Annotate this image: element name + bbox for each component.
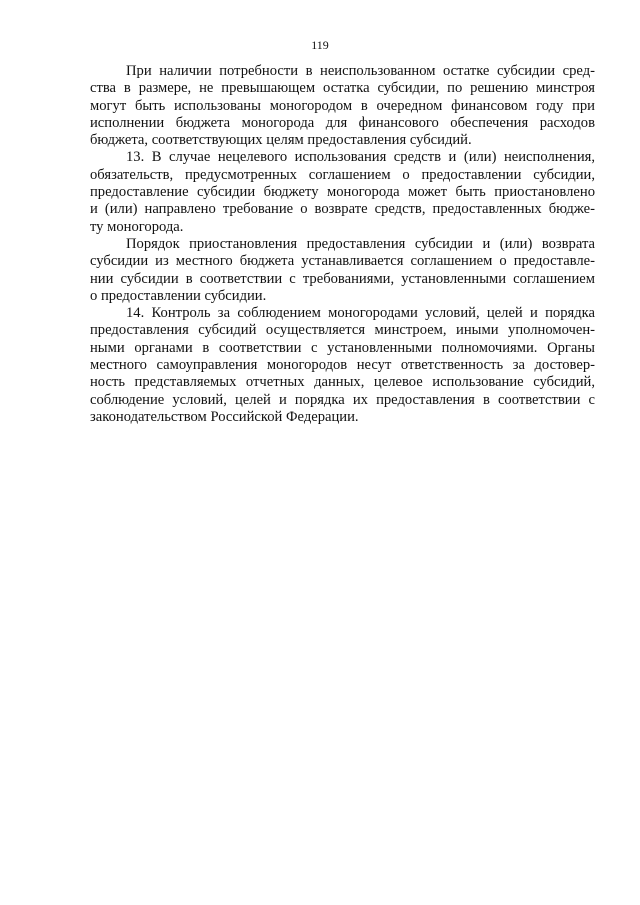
paragraph-14-control (90, 305, 595, 426)
text-line: исполнении бюджета моногорода для финансового обеспечения расходов (90, 114, 595, 131)
text-line: субсидии из местного бюджета устанавливается соглашением о предоставле- (90, 253, 595, 270)
paragraph-subsidy-remainder (90, 63, 595, 149)
text-line: обязательств, предусмотренных соглашением о предоставлении субсидии, (90, 166, 595, 183)
text-line: предоставление субсидии бюджету моногорода может быть приостановлено (90, 184, 595, 201)
text-line: ту моногорода. (90, 218, 184, 235)
text-line: 13. В случае нецелевого использования средств и (или) неисполнения, (126, 149, 595, 166)
text-line: При наличии потребности в неиспользованном остатке субсидии сред- (126, 63, 595, 79)
text-line: ства в размере, не превышающем остатка субсидии, по решению минстроя (90, 80, 595, 97)
text-line: о предоставлении субсидии. (90, 287, 267, 304)
text-line: могут быть использованы моногородом в очередном финансовом году при (90, 97, 595, 114)
paragraph-suspension-procedure (90, 236, 595, 305)
page-number: 119 (311, 38, 329, 52)
text-line: бюджета, соответствующих целям предоставления субсидий. (90, 132, 472, 149)
text-line: и (или) направлено требование о возврате средств, предоставленных бюдже- (90, 201, 595, 218)
document-body (90, 63, 595, 426)
paragraph-13-misuse (90, 149, 595, 235)
text-line: ными органами в соответствии с установленными полномочиями. Органы (90, 339, 595, 356)
text-line: предоставления субсидий осуществляется минстроем, иными уполномочен- (90, 322, 595, 339)
text-line: местного самоуправления моногородов несут ответственность за достовер- (90, 357, 595, 374)
text-line: соблюдение условий, целей и порядка их предоставления в соответствии с (90, 391, 595, 408)
text-line: ность представляемых отчетных данных, целевое использование субсидий, (90, 374, 595, 391)
text-line: 14. Контроль за соблюдением моногородами условий, целей и порядка (126, 305, 595, 322)
text-line: законодательством Российской Федерации. (90, 408, 359, 425)
text-line: Порядок приостановления предоставления субсидии и (или) возврата (126, 235, 595, 252)
text-line: нии субсидии в соответствии с требованиями, установленными соглашением (90, 270, 595, 287)
